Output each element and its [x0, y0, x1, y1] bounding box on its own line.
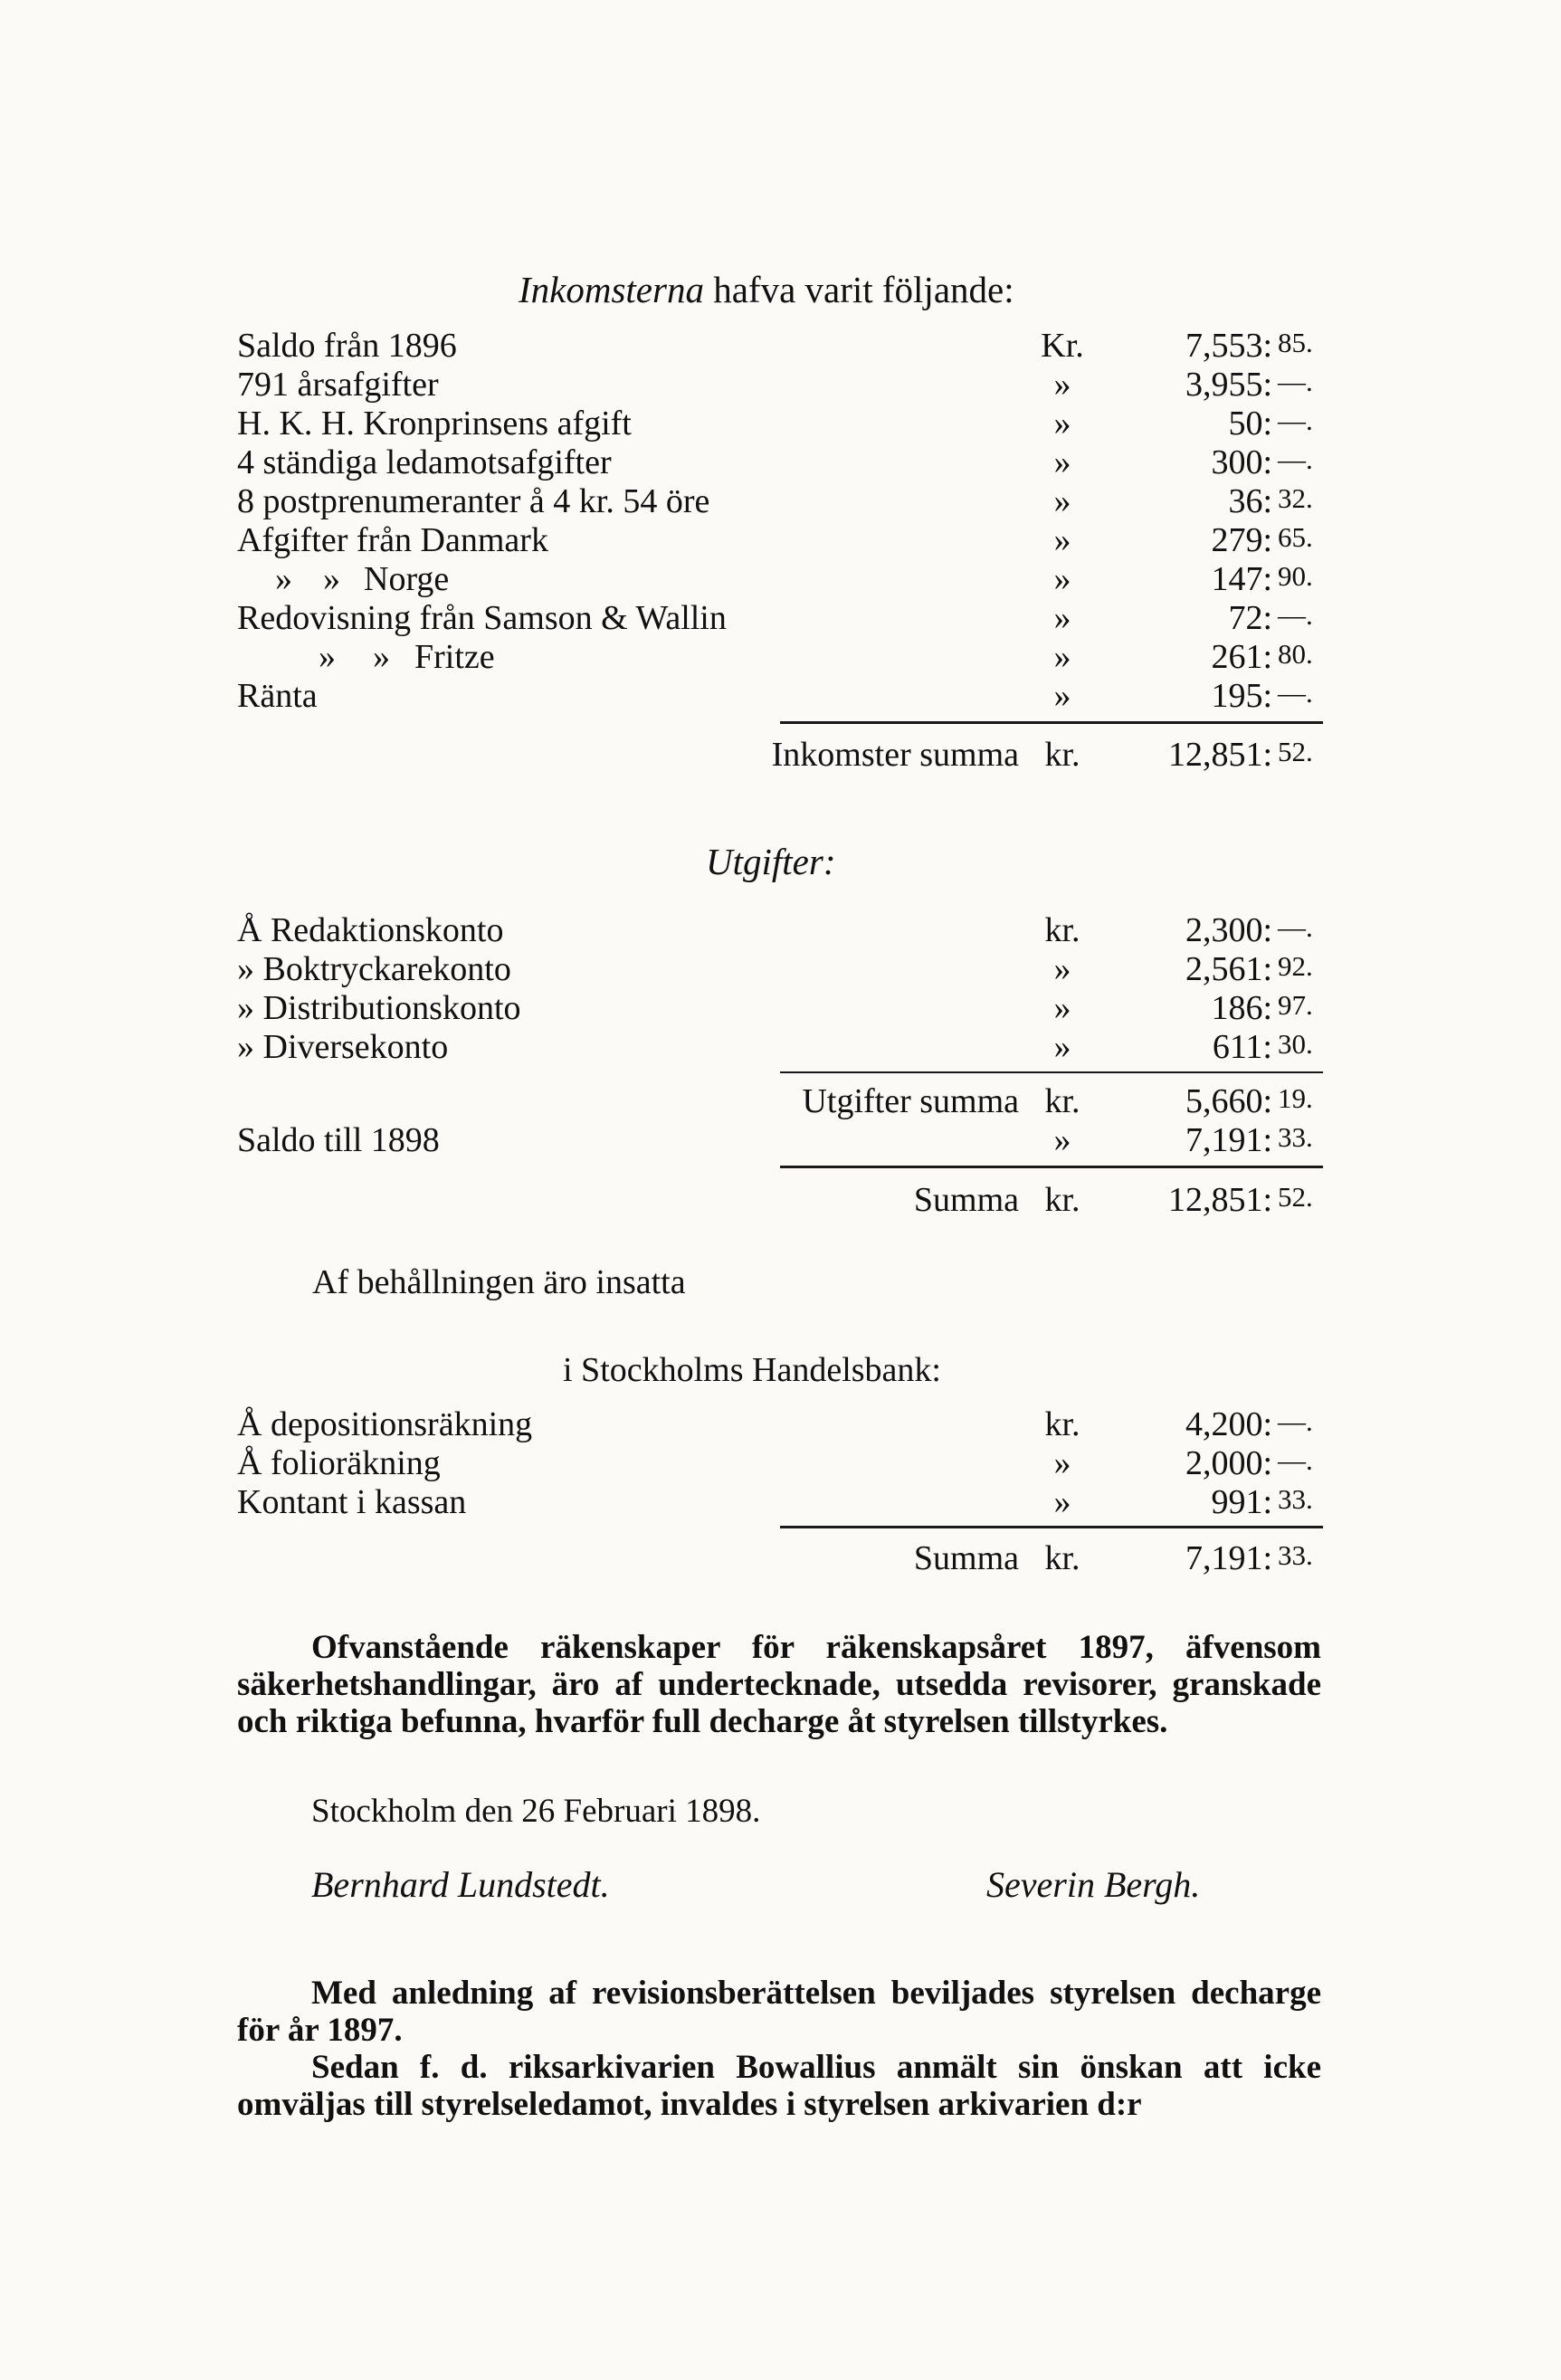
- row-label: Afgifter från Danmark: [237, 521, 548, 559]
- row-currency: »: [1053, 1028, 1071, 1066]
- row-amount: 2,300:: [1185, 911, 1272, 949]
- income-row: [237, 679, 1323, 719]
- row-amount: 2,000:: [1185, 1444, 1272, 1482]
- row-amount: 12,851:: [1167, 1181, 1272, 1219]
- income-row: [237, 562, 1323, 602]
- income-heading-rest: hafva varit följande:: [713, 269, 1014, 310]
- row-currency: »: [1053, 366, 1071, 404]
- row-currency: »: [1053, 989, 1071, 1027]
- place-date: Stockholm den 26 Februari 1898.: [311, 1793, 761, 1830]
- row-decimals: 90.: [1278, 560, 1313, 592]
- row-currency: »: [1053, 599, 1071, 637]
- row-label: Norge: [364, 560, 450, 598]
- row-decimals: 33.: [1278, 1539, 1313, 1571]
- holdings-sum-rule: [780, 1526, 1323, 1528]
- row-decimals: —.: [1278, 1444, 1313, 1476]
- row-label: Kontant i kassan: [237, 1483, 467, 1521]
- row-label: 8 postprenumeranter å 4 kr. 54 öre: [237, 482, 710, 520]
- row-amount: 279:: [1211, 521, 1272, 559]
- income-row: [237, 484, 1323, 524]
- row-label: Å depositionsräkning: [237, 1405, 533, 1443]
- bank-heading: i Stockholms Handelsbank:: [563, 1351, 941, 1389]
- row-decimals: 80.: [1278, 638, 1313, 670]
- row-currency: Kr.: [1041, 327, 1084, 365]
- total-rule: [780, 721, 1323, 724]
- row-amount: 36:: [1228, 482, 1272, 520]
- row-amount: 3,955:: [1185, 366, 1272, 404]
- row-decimals: —.: [1278, 405, 1313, 436]
- income-row: [237, 601, 1323, 641]
- minutes-paragraph-1: [237, 1975, 1321, 2049]
- row-amount: 4,200:: [1185, 1405, 1272, 1443]
- row-currency: kr.: [1044, 1539, 1080, 1577]
- row-amount: 300:: [1211, 443, 1272, 481]
- row-currency: »: [1053, 950, 1071, 988]
- ditto-mark: »: [323, 560, 340, 598]
- expense-row: [237, 913, 1323, 953]
- signature-1: Bernhard Lundstedt.: [311, 1864, 610, 1905]
- expenses-heading: Utgifter:: [706, 841, 836, 882]
- row-decimals: —.: [1278, 677, 1313, 709]
- income-total-row: [237, 738, 1323, 777]
- row-label: Saldo till 1898: [237, 1121, 440, 1159]
- row-decimals: —.: [1278, 366, 1313, 397]
- total-label: Utgifter summa: [802, 1082, 1019, 1120]
- holding-row: [237, 1485, 1323, 1525]
- audit-text: Ofvanstående räkenskaper för räkenskapsåret 1897, äfvensom säkerhetshandlingar, äro af undertecknade, utsedda revisorer, granskade och riktiga befunna, hvarför full decharge åt styrelsen tillstyrkes.: [237, 1629, 1321, 1740]
- row-label: Fritze: [414, 638, 495, 676]
- row-amount: 12,851:: [1167, 736, 1272, 774]
- ditto-mark: »: [275, 560, 292, 598]
- row-label: H. K. H. Kronprinsens afgift: [237, 405, 632, 443]
- row-label: Å Redaktionskonto: [237, 911, 504, 949]
- row-currency: »: [1053, 677, 1071, 715]
- row-amount: 611:: [1212, 1028, 1272, 1066]
- holdings-sum-row: [237, 1541, 1323, 1581]
- expenses-subtotal-row: [237, 1084, 1323, 1124]
- row-decimals: 52.: [1278, 1181, 1313, 1213]
- row-decimals: 85.: [1278, 327, 1313, 358]
- minutes-paragraph-2: [237, 2049, 1321, 2123]
- row-label: Ränta: [237, 677, 318, 715]
- row-currency: »: [1053, 443, 1071, 481]
- row-amount: 195:: [1211, 677, 1272, 715]
- row-currency: »: [1053, 560, 1071, 598]
- row-decimals: 33.: [1278, 1483, 1313, 1515]
- income-heading-italic: Inkomsterna: [519, 269, 704, 310]
- row-currency: kr.: [1044, 1181, 1080, 1219]
- row-decimals: 92.: [1278, 950, 1313, 982]
- income-row: [237, 328, 1323, 368]
- row-label: » Boktryckarekonto: [237, 950, 511, 988]
- row-decimals: 19.: [1278, 1082, 1313, 1114]
- row-decimals: 30.: [1278, 1028, 1313, 1060]
- holding-row: [237, 1446, 1323, 1486]
- income-heading: [519, 271, 1014, 309]
- row-amount: 186:: [1211, 989, 1272, 1027]
- row-amount: 147:: [1211, 560, 1272, 598]
- minutes-text-2: Sedan f. d. riksarkivarien Bowallius anmält sin önskan att icke omväljas till styrelseledamot, invaldes i styrelsen arkivarien d:r: [237, 2049, 1321, 2123]
- total-label: Summa: [913, 1539, 1019, 1577]
- row-decimals: —.: [1278, 911, 1313, 943]
- row-label: 791 årsafgifter: [237, 366, 439, 404]
- income-row: [237, 523, 1323, 563]
- row-amount: 50:: [1228, 405, 1272, 443]
- expense-row: [237, 952, 1323, 992]
- row-currency: »: [1053, 638, 1071, 676]
- row-amount: 2,561:: [1185, 950, 1272, 988]
- row-label: Saldo från 1896: [237, 327, 457, 365]
- row-decimals: 33.: [1278, 1121, 1313, 1153]
- row-label: » Diversekonto: [237, 1028, 449, 1066]
- expense-row: [237, 1030, 1323, 1070]
- row-currency: kr.: [1044, 911, 1080, 949]
- row-label: 4 ständiga ledamotsafgifter: [237, 443, 612, 481]
- row-currency: kr.: [1044, 1405, 1080, 1443]
- subtotal-rule: [780, 1071, 1323, 1073]
- holding-row: [237, 1407, 1323, 1447]
- row-amount: 991:: [1211, 1483, 1272, 1521]
- row-decimals: —.: [1278, 599, 1313, 631]
- income-row: [237, 640, 1323, 680]
- total-label: Summa: [913, 1181, 1019, 1219]
- row-currency: »: [1053, 1121, 1071, 1159]
- row-currency: »: [1053, 1444, 1071, 1482]
- row-decimals: —.: [1278, 443, 1313, 475]
- row-currency: kr.: [1044, 1082, 1080, 1120]
- ditto-mark: »: [373, 638, 390, 676]
- row-amount: 5,660:: [1185, 1082, 1272, 1120]
- row-amount: 7,553:: [1185, 327, 1272, 365]
- row-label: » Distributionskonto: [237, 989, 521, 1027]
- signature-2: Severin Bergh.: [986, 1864, 1201, 1905]
- income-row: [237, 406, 1323, 446]
- row-decimals: 32.: [1278, 482, 1313, 514]
- minutes-text-1: Med anledning af revisionsberättelsen beviljades styrelsen decharge för år 1897.: [237, 1975, 1321, 2049]
- row-amount: 7,191:: [1185, 1539, 1272, 1577]
- expenses-sum-row: [237, 1183, 1323, 1223]
- row-currency: »: [1053, 1483, 1071, 1521]
- balance-row: [237, 1123, 1323, 1163]
- ditto-mark: »: [319, 638, 336, 676]
- row-amount: 7,191:: [1185, 1121, 1272, 1159]
- row-currency: kr.: [1044, 736, 1080, 774]
- row-currency: »: [1053, 405, 1071, 443]
- audit-paragraph: [237, 1629, 1321, 1740]
- total-label: Inkomster summa: [771, 736, 1019, 774]
- row-amount: 261:: [1211, 638, 1272, 676]
- row-decimals: —.: [1278, 1405, 1313, 1437]
- income-row: [237, 445, 1323, 485]
- row-decimals: 65.: [1278, 521, 1313, 553]
- row-currency: »: [1053, 521, 1071, 559]
- row-label: Å folioräkning: [237, 1444, 441, 1482]
- income-row: [237, 367, 1323, 407]
- row-currency: »: [1053, 482, 1071, 520]
- row-label: Redovisning från Samson & Wallin: [237, 599, 727, 637]
- expense-row: [237, 991, 1323, 1031]
- holdings-intro: Af behållningen äro insatta: [312, 1263, 686, 1301]
- row-decimals: 97.: [1278, 989, 1313, 1021]
- sum-rule: [780, 1166, 1323, 1168]
- row-amount: 72:: [1228, 599, 1272, 637]
- row-decimals: 52.: [1278, 736, 1313, 767]
